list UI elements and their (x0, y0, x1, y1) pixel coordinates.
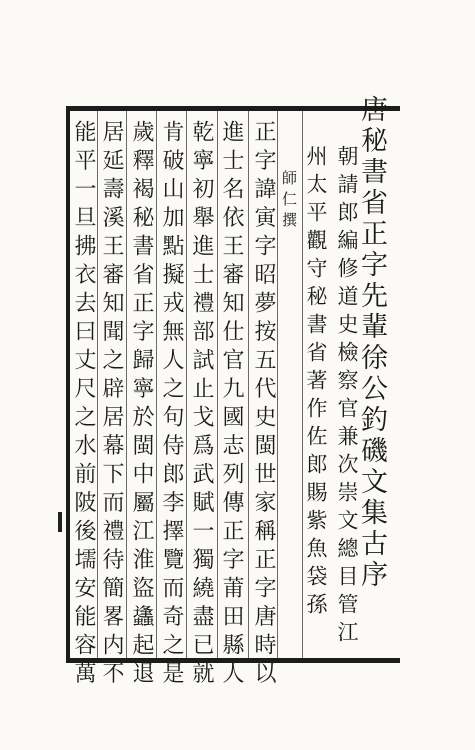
body-column-7: 能平一旦拂衣去曰丈尺之水前陂後壖安能容萬 (71, 120, 96, 690)
column-rule (186, 111, 187, 658)
author-name-note: 師仁撰 (280, 170, 298, 233)
column-rule (126, 111, 127, 658)
document-title: 唐秘書省正字先輩徐公釣磯文集古序 (356, 95, 387, 591)
column-rule (97, 111, 98, 658)
column-rule (156, 111, 157, 658)
frame-left-border (66, 106, 70, 663)
body-column-3: 乾寧初舉進士禮部試止戈爲武賦一獨繞盡已就 (189, 120, 214, 690)
column-rule (277, 111, 278, 658)
body-column-4: 肯破山加點擬戎無人之句侍郎李擇覽而奇之是 (159, 120, 184, 690)
body-column-2: 進士名依王審知仕官九國志列傳正字莆田縣人 (219, 120, 244, 690)
column-rule (217, 111, 218, 658)
margin-mark (58, 512, 62, 532)
body-column-5: 歲釋褐秘書省正字歸寧於閩中屬江淮盜蠭起退 (129, 120, 154, 690)
column-rule (248, 111, 249, 658)
author-line-2: 州太平觀守秘書省著作佐郎賜紫魚袋孫 (304, 145, 328, 621)
body-column-1: 正字諱寅字昭夢按五代史閩世家稱正字唐時以 (251, 120, 276, 690)
author-line-1: 朝請郎編修道史檢察官兼次崇文總目管江 (335, 145, 359, 649)
frame-top-border (66, 106, 400, 111)
column-rule (302, 111, 303, 658)
body-column-6: 居延壽溪王審知聞之辟居幕下而禮待簡畧内不 (99, 120, 124, 690)
